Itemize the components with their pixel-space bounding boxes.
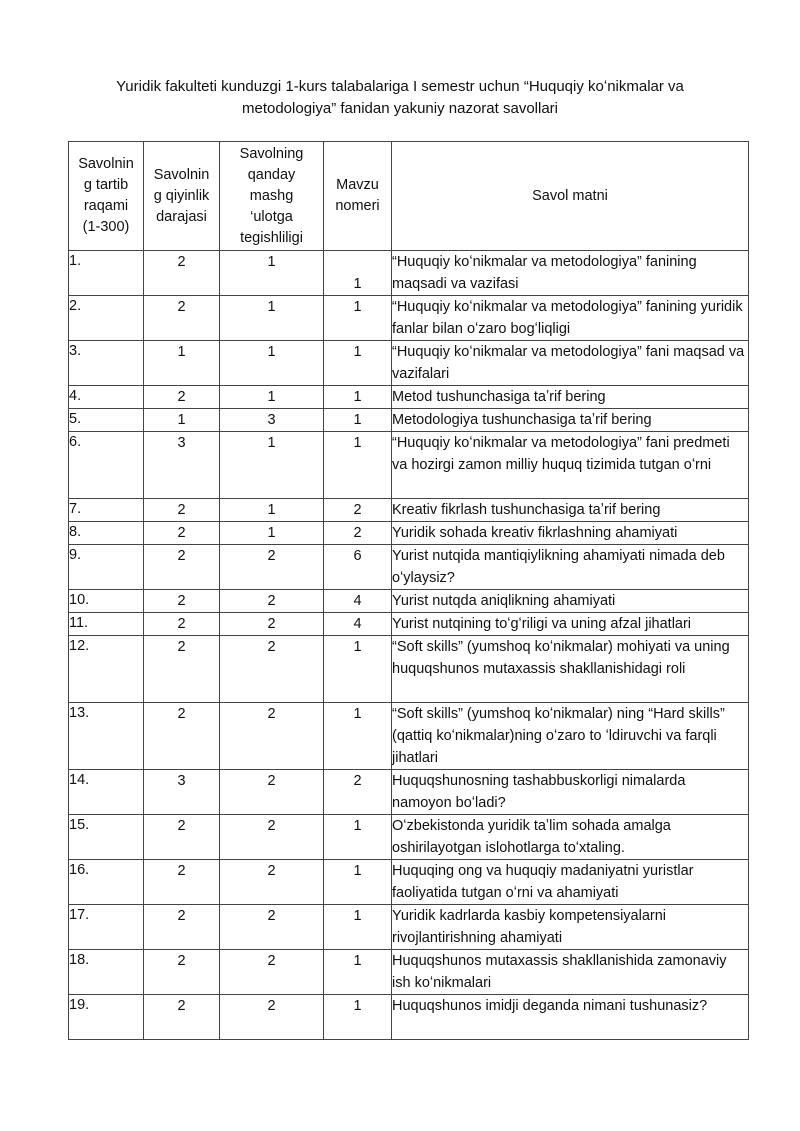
cell-question-text: Yurist nutqda aniqlikning ahamiyati xyxy=(392,590,749,613)
table-row xyxy=(69,499,749,522)
cell-session: 2 xyxy=(220,703,324,770)
table-row xyxy=(69,409,749,432)
cell-session: 2 xyxy=(220,905,324,950)
cell-question-text: Yuridik kadrlarda kasbiy kompetensiyalarni rivojlantirishning ahamiyati xyxy=(392,905,749,950)
cell-question-text: Yurist nutqida mantiqiylikning ahamiyati nimada deb oʻylaysiz? xyxy=(392,545,749,590)
cell-topic: 1 xyxy=(324,950,392,995)
cell-topic: 1 xyxy=(324,432,392,499)
cell-topic: 1 xyxy=(324,815,392,860)
cell-number: 15. xyxy=(69,815,144,860)
cell-topic: 6 xyxy=(324,545,392,590)
cell-question-text: Yuridik sohada kreativ fikrlashning ahamiyati xyxy=(392,522,749,545)
cell-difficulty: 1 xyxy=(144,409,220,432)
page-title-line-2: metodologiya” fanidan yakuniy nazorat savollari xyxy=(241,100,558,117)
cell-number: 16. xyxy=(69,860,144,905)
cell-session: 2 xyxy=(220,950,324,995)
cell-question-text: Metodologiya tushunchasiga taʼrif bering xyxy=(392,409,749,432)
cell-session: 3 xyxy=(220,409,324,432)
table-row xyxy=(69,432,749,499)
table-row xyxy=(69,522,749,545)
cell-question-text: Metod tushunchasiga taʼrif bering xyxy=(392,386,749,409)
cell-question-text: “Huquqiy koʻnikmalar va metodologiya” fanining yuridik fanlar bilan oʻzaro bogʻliqligi xyxy=(392,296,749,341)
cell-question-text: Huquqshunos mutaxassis shakllanishida zamonaviy ish koʻnikmalari xyxy=(392,950,749,995)
cell-number: 4. xyxy=(69,386,144,409)
table-row xyxy=(69,341,749,386)
cell-number: 9. xyxy=(69,545,144,590)
header-difficulty: Savolnin g qiyinlik darajasi xyxy=(144,142,220,251)
table-row xyxy=(69,636,749,703)
cell-topic: 1 xyxy=(324,409,392,432)
cell-question-text: Kreativ fikrlash tushunchasiga taʼrif bering xyxy=(392,499,749,522)
cell-number: 6. xyxy=(69,432,144,499)
header-session: Savolning qanday mashg ‘ulotga tegishliligi xyxy=(220,142,324,251)
cell-topic: 1 xyxy=(324,636,392,703)
header-number: Savolnin g tartib raqami (1-300) xyxy=(69,142,144,251)
cell-session: 1 xyxy=(220,386,324,409)
cell-session: 1 xyxy=(220,296,324,341)
cell-difficulty: 3 xyxy=(144,432,220,499)
table-row xyxy=(69,950,749,995)
cell-question-text: Yurist nutqining toʻgʻriligi va uning afzal jihatlari xyxy=(392,613,749,636)
cell-difficulty: 2 xyxy=(144,499,220,522)
header-row xyxy=(69,142,749,251)
cell-topic: 1 xyxy=(324,296,392,341)
cell-difficulty: 2 xyxy=(144,386,220,409)
questions-table xyxy=(68,141,749,1040)
table-row xyxy=(69,770,749,815)
cell-difficulty: 2 xyxy=(144,590,220,613)
cell-number: 10. xyxy=(69,590,144,613)
cell-topic: 1 xyxy=(324,386,392,409)
cell-topic: 1 xyxy=(324,905,392,950)
cell-topic: 1 xyxy=(324,860,392,905)
cell-topic: 1 xyxy=(324,703,392,770)
cell-session: 2 xyxy=(220,815,324,860)
cell-difficulty: 2 xyxy=(144,995,220,1040)
cell-session: 2 xyxy=(220,860,324,905)
cell-number: 17. xyxy=(69,905,144,950)
cell-difficulty: 2 xyxy=(144,636,220,703)
cell-difficulty: 2 xyxy=(144,296,220,341)
table-row xyxy=(69,905,749,950)
cell-session: 2 xyxy=(220,995,324,1040)
cell-session: 1 xyxy=(220,432,324,499)
cell-topic: 2 xyxy=(324,770,392,815)
cell-session: 1 xyxy=(220,251,324,296)
cell-question-text: Huquqing ong va huquqiy madaniyatni yuristlar faoliyatida tutgan oʻrni va ahamiyati xyxy=(392,860,749,905)
cell-topic: 4 xyxy=(324,613,392,636)
table-row xyxy=(69,995,749,1040)
page-title-line-1: Yuridik fakulteti kunduzgi 1-kurs talabalariga I semestr uchun “Huquqiy koʻnikmalar va xyxy=(116,78,684,95)
cell-session: 2 xyxy=(220,636,324,703)
cell-number: 18. xyxy=(69,950,144,995)
table-row xyxy=(69,296,749,341)
cell-difficulty: 2 xyxy=(144,905,220,950)
cell-session: 1 xyxy=(220,341,324,386)
cell-number: 11. xyxy=(69,613,144,636)
cell-topic: 1 xyxy=(324,341,392,386)
cell-topic: 1 xyxy=(324,995,392,1040)
cell-number: 19. xyxy=(69,995,144,1040)
cell-number: 13. xyxy=(69,703,144,770)
cell-session: 2 xyxy=(220,590,324,613)
cell-session: 2 xyxy=(220,770,324,815)
cell-question-text: “Soft skills” (yumshoq koʻnikmalar) ning “Hard skills” (qattiq koʻnikmalar)ning oʻzaro to ʻldiruvchi va farqli jihatlari xyxy=(392,703,749,770)
cell-difficulty: 2 xyxy=(144,703,220,770)
cell-number: 8. xyxy=(69,522,144,545)
table-row xyxy=(69,590,749,613)
cell-difficulty: 3 xyxy=(144,770,220,815)
cell-difficulty: 1 xyxy=(144,341,220,386)
header-question-text: Savol matni xyxy=(392,142,749,251)
cell-question-text: “Soft skills” (yumshoq koʻnikmalar) mohiyati va uning huquqshunos mutaxassis shakllanishidagi roli xyxy=(392,636,749,703)
cell-number: 3. xyxy=(69,341,144,386)
cell-question-text: “Huquqiy koʻnikmalar va metodologiya” fani maqsad va vazifalari xyxy=(392,341,749,386)
cell-number: 12. xyxy=(69,636,144,703)
cell-number: 14. xyxy=(69,770,144,815)
page-title xyxy=(60,76,740,120)
table-row xyxy=(69,815,749,860)
cell-question-text: Huquqshunos imidji deganda nimani tushunasiz? xyxy=(392,995,749,1040)
table-row xyxy=(69,703,749,770)
table-row xyxy=(69,613,749,636)
cell-question-text: “Huquqiy koʻnikmalar va metodologiya” fani predmeti va hozirgi zamon milliy huquq tizimida tutgan oʻrni xyxy=(392,432,749,499)
cell-number: 1. xyxy=(69,251,144,296)
cell-session: 1 xyxy=(220,499,324,522)
cell-difficulty: 2 xyxy=(144,251,220,296)
cell-session: 2 xyxy=(220,545,324,590)
cell-question-text: “Huquqiy koʻnikmalar va metodologiya” fanining maqsadi va vazifasi xyxy=(392,251,749,296)
cell-topic: 2 xyxy=(324,499,392,522)
table-row xyxy=(69,860,749,905)
cell-difficulty: 2 xyxy=(144,613,220,636)
cell-number: 2. xyxy=(69,296,144,341)
cell-question-text: Huquqshunosning tashabbuskorligi nimalarda namoyon boʻladi? xyxy=(392,770,749,815)
cell-session: 1 xyxy=(220,522,324,545)
cell-number: 5. xyxy=(69,409,144,432)
cell-topic: 1 xyxy=(324,251,392,296)
cell-question-text: Oʻzbekistonda yuridik taʼlim sohada amalga oshirilayotgan islohotlarga toʻxtaling. xyxy=(392,815,749,860)
table-row xyxy=(69,545,749,590)
cell-difficulty: 2 xyxy=(144,860,220,905)
cell-difficulty: 2 xyxy=(144,815,220,860)
cell-session: 2 xyxy=(220,613,324,636)
cell-difficulty: 2 xyxy=(144,522,220,545)
cell-topic: 4 xyxy=(324,590,392,613)
table-row xyxy=(69,386,749,409)
cell-difficulty: 2 xyxy=(144,950,220,995)
cell-difficulty: 2 xyxy=(144,545,220,590)
cell-topic: 2 xyxy=(324,522,392,545)
table-row xyxy=(69,251,749,296)
header-topic: Mavzu nomeri xyxy=(324,142,392,251)
cell-number: 7. xyxy=(69,499,144,522)
